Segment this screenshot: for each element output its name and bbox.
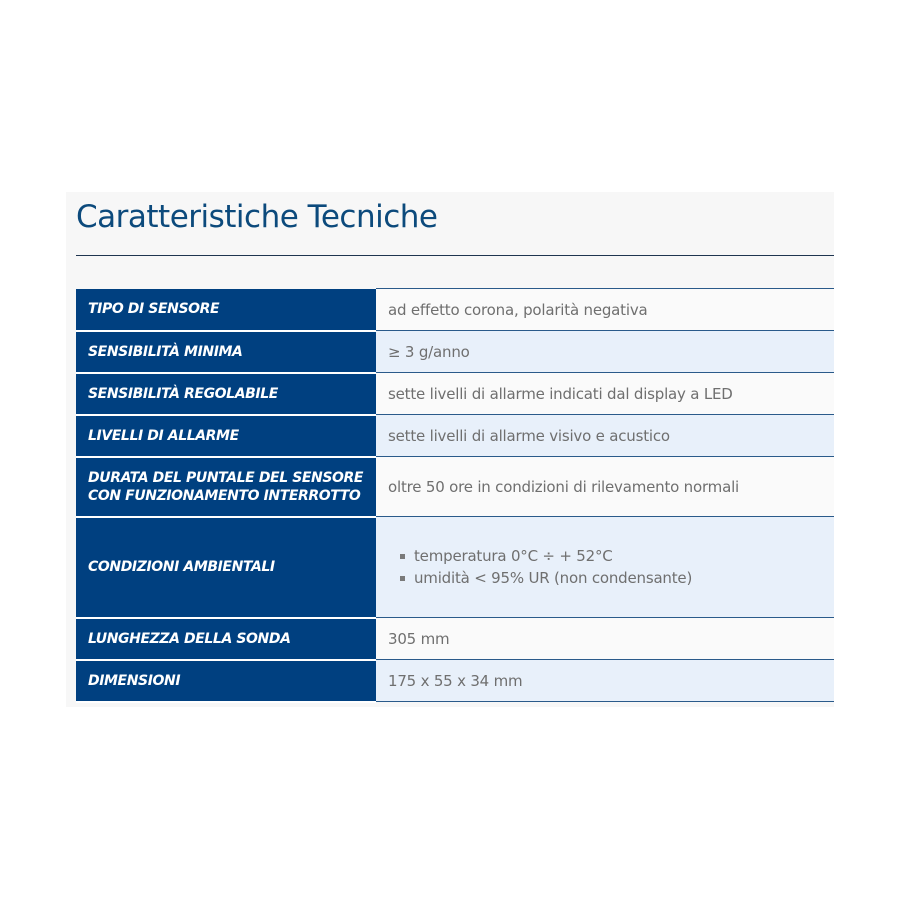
spec-value: sette livelli di allarme indicati dal display a LED bbox=[376, 373, 834, 415]
spec-value: 175 x 55 x 34 mm bbox=[376, 660, 834, 702]
spec-label: CONDIZIONI AMBIENTALI bbox=[76, 517, 376, 618]
spec-value: 305 mm bbox=[376, 618, 834, 660]
spec-value: ≥ 3 g/anno bbox=[376, 331, 834, 373]
list-item: umidità < 95% UR (non condensante) bbox=[414, 567, 834, 589]
title-divider bbox=[76, 255, 834, 256]
spec-label bbox=[76, 457, 376, 517]
table-row bbox=[76, 373, 834, 415]
spec-table bbox=[76, 288, 834, 703]
spec-label: SENSIBILITÀ REGOLABILE bbox=[76, 373, 376, 415]
table-row bbox=[76, 618, 834, 660]
spec-value: ad effetto corona, polarità negativa bbox=[376, 289, 834, 331]
table-row bbox=[76, 289, 834, 331]
page-title: Caratteristiche Tecniche bbox=[76, 199, 438, 235]
table-row bbox=[76, 517, 834, 618]
bullet-list bbox=[388, 545, 834, 589]
spec-value: sette livelli di allarme visivo e acustico bbox=[376, 415, 834, 457]
spec-label-line: DURATA DEL PUNTALE DEL SENSORE bbox=[88, 469, 364, 486]
spec-label: LIVELLI DI ALLARME bbox=[76, 415, 376, 457]
spec-label: TIPO DI SENSORE bbox=[76, 289, 376, 331]
table-row bbox=[76, 331, 834, 373]
list-item: temperatura 0°C ÷ + 52°C bbox=[414, 545, 834, 567]
spec-label: DIMENSIONI bbox=[76, 660, 376, 702]
spec-value bbox=[376, 517, 834, 618]
spec-label: SENSIBILITÀ MINIMA bbox=[76, 331, 376, 373]
table-row bbox=[76, 457, 834, 517]
table-row bbox=[76, 415, 834, 457]
spec-value: oltre 50 ore in condizioni di rilevamento normali bbox=[376, 457, 834, 517]
spec-label: LUNGHEZZA DELLA SONDA bbox=[76, 618, 376, 660]
table-row bbox=[76, 660, 834, 702]
spec-label-line: CON FUNZIONAMENTO INTERROTTO bbox=[88, 487, 361, 504]
